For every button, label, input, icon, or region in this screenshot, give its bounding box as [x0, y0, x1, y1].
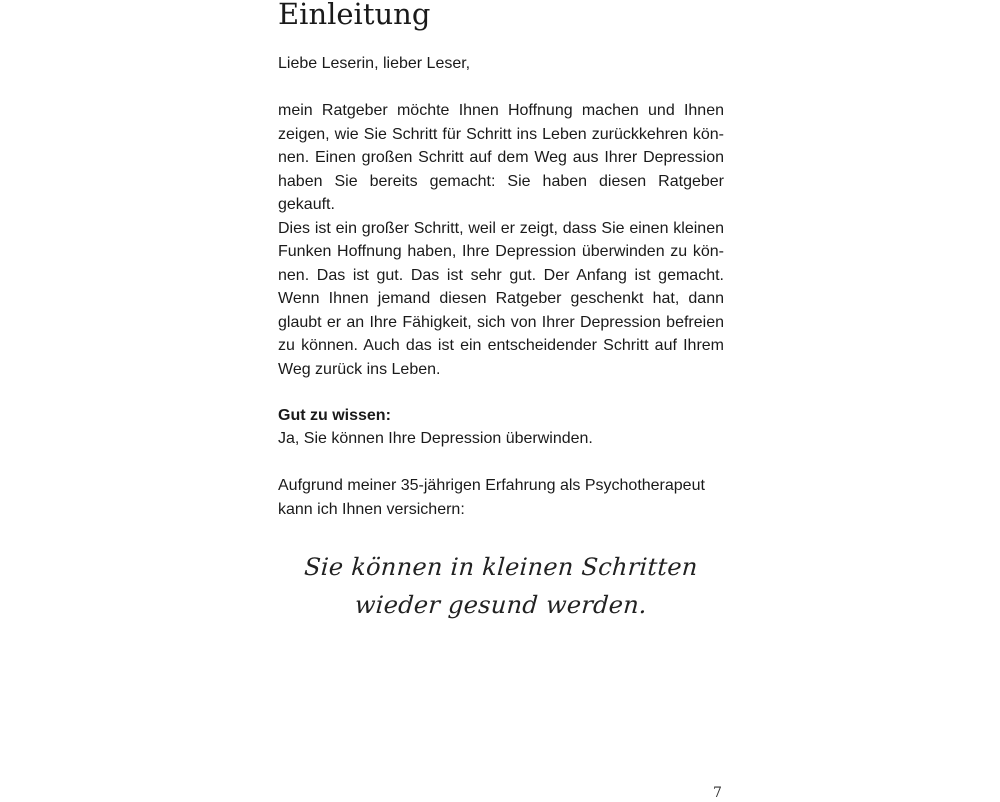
intro-paragraph — [278, 99, 724, 381]
salutation: Liebe Leserin, lieber Leser, — [278, 55, 471, 72]
paragraph-line: haben Sie bereits gemacht: Sie haben diesen Ratgeber — [278, 172, 724, 190]
paragraph-line: Wenn Ihnen jemand diesen Ratgeber geschenkt hat, dann — [278, 290, 724, 307]
chapter-heading: Einleitung — [278, 0, 431, 31]
paragraph-line: mein Ratgeber möchte Ihnen Hoffnung machen und Ihnen — [278, 102, 724, 119]
page-number: 7 — [713, 785, 722, 801]
quote-line: Sie können in kleinen Schritten — [303, 553, 699, 581]
tip-text: Ja, Sie können Ihre Depression überwinden. — [278, 430, 593, 447]
paragraph-line: nen. Einen großen Schritt auf dem Weg aus Ihrer Depression — [278, 149, 724, 166]
paragraph-line: glaubt er an Ihre Fähigkeit, sich von Ihrer Depression befreien — [278, 313, 724, 331]
paragraph-line: zu können. Auch das ist ein entscheidender Schritt auf Ihrem — [278, 337, 724, 354]
paragraph-line: Funken Hoffnung haben, Ihre Depression überwinden zu kön- — [278, 243, 724, 260]
quote-line: wieder gesund werden. — [353, 591, 649, 619]
tip-title: Gut zu wissen: — [278, 407, 391, 424]
paragraph-line: kann ich Ihnen versichern: — [278, 500, 465, 518]
handwritten-quote — [278, 548, 724, 624]
paragraph-line: gekauft. — [278, 196, 335, 213]
paragraph-line: Aufgrund meiner 35-jährigen Erfahrung als Psychotherapeut — [278, 477, 705, 494]
experience-paragraph — [278, 474, 724, 521]
paragraph-line: Dies ist ein großer Schritt, weil er zeigt, dass Sie einen kleinen — [278, 219, 724, 237]
paragraph-line: zeigen, wie Sie Schritt für Schritt ins Leben zurückkehren kön- — [278, 125, 724, 143]
paragraph-line: nen. Das ist gut. Das ist sehr gut. Der Anfang ist gemacht. — [278, 266, 724, 284]
paragraph-line: Weg zurück ins Leben. — [278, 360, 441, 378]
